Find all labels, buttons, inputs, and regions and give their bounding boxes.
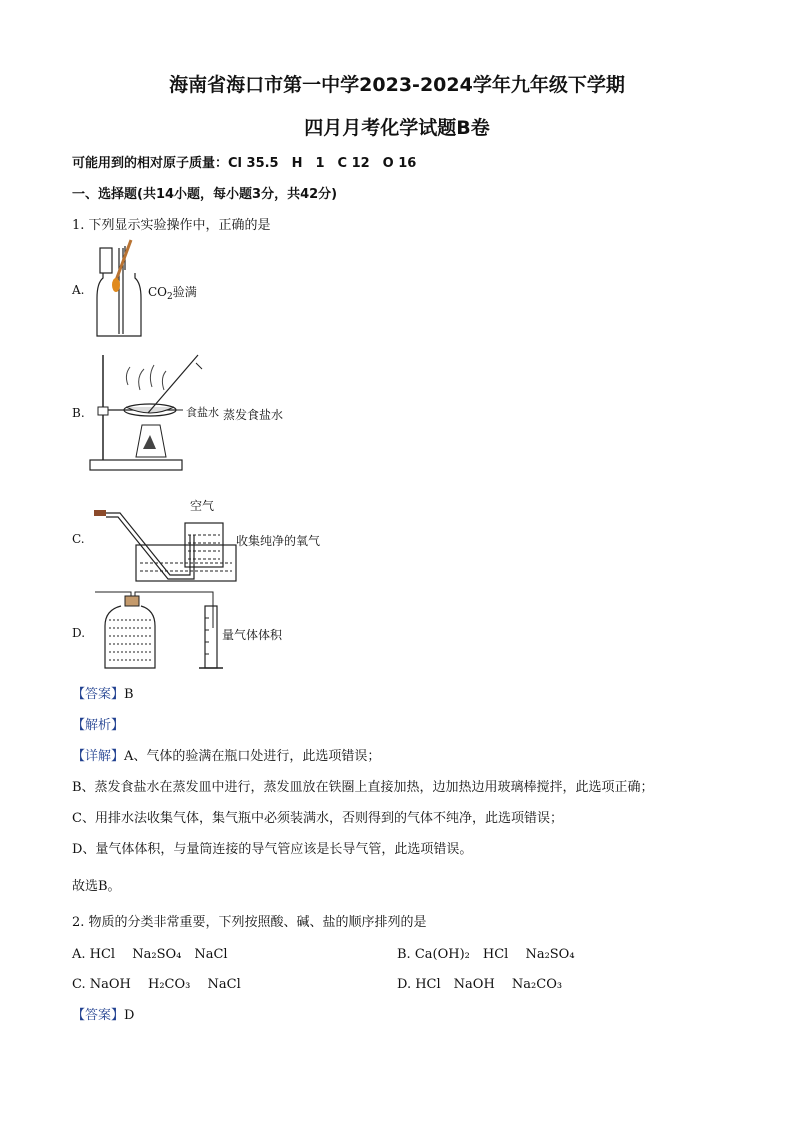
atomic-mass-note: 可能用到的相对原子质量：Cl 35.5 H 1 C 12 O 16 bbox=[72, 156, 417, 171]
q2-option-a: A. HCl Na₂SO₄ NaCl bbox=[72, 947, 228, 962]
explanation-line-d: D、量气体体积，与量筒连接的导气管应该是长导气管，此选项错误。 bbox=[72, 842, 473, 857]
gas-volume-diagram bbox=[95, 588, 225, 673]
q1-option-b-letter: B. bbox=[72, 406, 85, 420]
q1-option-d-caption: 量气体体积 bbox=[222, 628, 283, 642]
page-title-line2: 四月月考化学试题B卷 bbox=[304, 117, 490, 139]
explanation-line-a: 【详解】A、气体的验满在瓶口处进行，此选项错误； bbox=[72, 749, 381, 764]
q1-option-b-caption: 蒸发食盐水 bbox=[223, 408, 284, 422]
q1-answer: B bbox=[124, 687, 134, 702]
q1-option-b-inner-label: 食盐水 bbox=[186, 406, 219, 419]
explanation-line-c: C、用排水法收集气体，集气瓶中必须装满水，否则得到的气体不纯净，此选项错误； bbox=[72, 811, 563, 826]
q2-answer-row bbox=[72, 1004, 134, 1023]
q2-answer-tag: 【答案】 bbox=[72, 1008, 125, 1023]
q1-answer-row bbox=[72, 683, 134, 702]
q2-answer: D bbox=[124, 1008, 135, 1023]
q1-option-a-letter: A. bbox=[72, 283, 85, 297]
q1-option-c-caption: 收集纯净的氧气 bbox=[236, 534, 321, 548]
q1-stem: 1. 下列显示实验操作中，正确的是 bbox=[72, 218, 271, 233]
gas-collection-diagram bbox=[90, 505, 240, 585]
section-heading: 一、选择题(共14小题，每小题3分，共42分) bbox=[72, 187, 338, 202]
q1-option-a-caption: $CO_2$验满 bbox=[148, 285, 197, 302]
q1-option-c-letter: C. bbox=[72, 532, 85, 546]
co2-test-diagram bbox=[95, 238, 155, 343]
q2-option-d: D. HCl NaOH Na₂CO₃ bbox=[397, 977, 563, 992]
q1-conclusion: 故选B。 bbox=[72, 879, 121, 894]
analysis-tag: 【解析】 bbox=[72, 718, 125, 733]
detail-tag: 【详解】 bbox=[72, 749, 125, 764]
q1-option-d-letter: D. bbox=[72, 626, 86, 640]
q2-option-b: B. Ca(OH)₂ HCl Na₂SO₄ bbox=[397, 947, 575, 962]
explanation-line-b: B、蒸发食盐水在蒸发皿中进行，蒸发皿放在铁圈上直接加热，边加热边用玻璃棒搅拌，此选项正确； bbox=[72, 780, 654, 795]
q2-stem: 2. 物质的分类非常重要，下列按照酸、碱、盐的顺序排列的是 bbox=[72, 915, 427, 930]
q2-option-c: C. NaOH H₂CO₃ NaCl bbox=[72, 977, 241, 992]
q1-option-c-inner-label: 空气 bbox=[190, 499, 215, 513]
answer-tag: 【答案】 bbox=[72, 687, 125, 702]
page-title-line1: 海南省海口市第一中学2023-2024学年九年级下学期 bbox=[169, 74, 625, 96]
